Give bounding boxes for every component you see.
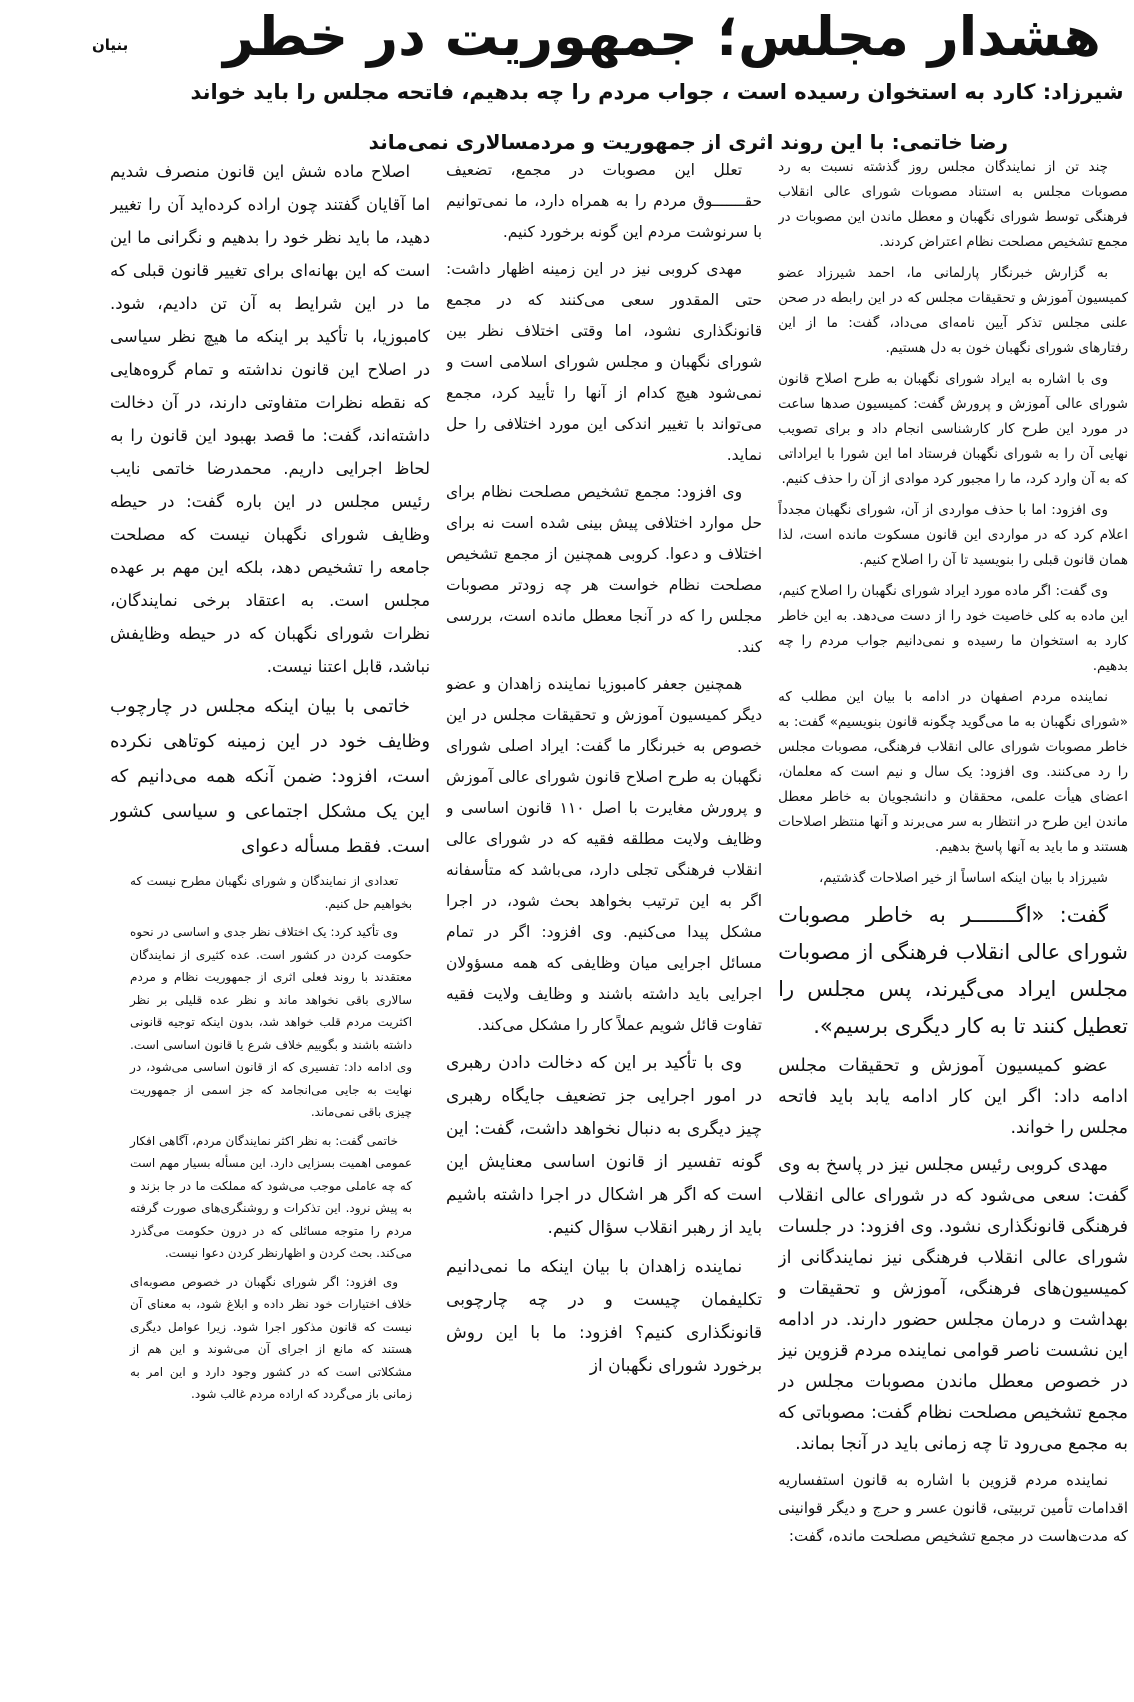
- pull-quote: گفت: «اگـــــــر به خاطر مصوبات شورای عالی انقلاب فرهنگی از مصوبات مجلس ایراد می‌گیرند، پس مجلس را تعطیل کنند تا به کار دیگری برسیم».: [778, 903, 1128, 1038]
- masthead-label: بنیان: [92, 36, 129, 54]
- article-paragraph: اصلاح ماده شش این قانون منصرف شدیم اما آقایان گفتند چون اراده کرده‌اید آن را تغییر دهید، ما باید نظر خود را بدهیم و نگرانی ما این است که این بهانه‌ای برای تغییر قانون قبلی که ما در این شرایط به آن تن دادیم، شود. کامبوزیا، با تأکید بر اینکه ما هیچ نظر سیاسی در اصلاح این قانون نداشته و تمام گروه‌هایی که نقطه نظرات متفاوتی دارند، در آن دخالت داشته‌اند، گفت: ما قصد بهبود این قانون را به لحاظ اجرایی داریم. محمدرضا خاتمی نایب رئیس مجلس در این باره گفت: در حیطه وظایف شورای نگهبان نیست که مصلحت جامعه را تشخیص دهد، بلکه این مهم بر عهده مجلس است. به اعتقاد برخی نمایندگان، نظرات شورای نگهبان که در حیطه وظایفش نباشد، قابل اعتنا نیست.: [110, 162, 431, 676]
- article-paragraph: چند تن از نمایندگان مجلس روز گذشته نسبت به رد مصوبات مجلس به استناد مصوبات شورای عالی انقلاب فرهنگی توسط شورای نگهبان و معطل ماندن این مصوبات در مجمع تشخیص مصلحت نظام اعتراض کردند.: [778, 159, 1128, 250]
- column-middle: [446, 155, 762, 1702]
- article-paragraph: خاتمی با بیان اینکه مجلس در چارچوب وظایف خود در این زمینه کوتاهی نکرده است، افزود: ضمن آنکه همه می‌دانیم که این یک مشکل اجتماعی و سیاسی کشور است. فقط مسأله دعوای: [110, 696, 431, 857]
- article-paragraph: وی با تأکید بر این که دخالت دادن رهبری در امور اجرایی جز تضعیف جایگاه رهبری چیز دیگری به دنبال نخواهد داشت، گفت: این گونه تفسیر از قانون اساسی معنایش این است که اگر هر اشکال در اجرا داشته باشیم باید از رهبر انقلاب سؤال کنیم.: [446, 1053, 763, 1238]
- article-paragraph: وی تأکید کرد: یک اختلاف نظر جدی و اساسی در نحوه حکومت کردن در کشور است. عده کثیری از نمایندگان معتقدند با روند فعلی اثری از جمهوریت نظام و مردم سالاری باقی نخواهد ماند و نظر عده قلیلی بر نظر اکثریت مردم قلب خواهد شد، بدون اینکه توجیه قانونی داشته باشند و بگوییم خلاف شرع یا قانون اساسی است. وی ادامه داد: تفسیری که از قانون اساسی می‌شود، در نهایت به جایی می‌انجامد که جز اسمی از جمهوریت چیزی باقی نمی‌ماند.: [130, 925, 413, 1119]
- column-right: [778, 155, 1128, 1702]
- article-paragraph: وی گفت: اگر ماده مورد ایراد شورای نگهبان را اصلاح کنیم، این ماده به کلی خاصیت خود را از دست می‌دهد. به این خاطر کارد به استخوان ما رسیده و نمی‌دانیم جواب مردم را چه بدهیم.: [778, 583, 1128, 674]
- article-paragraph: نماینده زاهدان با بیان اینکه ما نمی‌دانیم تکلیفمان چیست و در چه چارچوبی قانونگذاری کنیم؟ افزود: ما با این روش برخورد شورای نگهبان از: [446, 1257, 763, 1376]
- article-paragraph: مهدی کروبی رئیس مجلس نیز در پاسخ به وی گفت: سعی می‌شود که در شورای عالی انقلاب فرهنگی قانونگذاری نشود. وی افزود: در جلسات شورای عالی انقلاب فرهنگی نیز نمایندگانی از کمیسیون‌های فرهنگی، آموزش و تحقیقات و بهداشت و درمان مجلس حضور دارند. در ادامه این نشست ناصر قوامی نماینده مردم قزوین نیز در خصوص معطل ماندن مصوبات مجلس در مجمع تشخیص مصلحت نظام گفت: مصوباتی که به مجمع می‌رود تا چه زمانی باید در آنجا بماند.: [778, 1155, 1128, 1454]
- article-paragraph: همچنین جعفر کامبوزیا نماینده زاهدان و عضو دیگر کمیسیون آموزش و تحقیقات مجلس در این خصوص به خبرنگار ما گفت: ایراد اصلی شورای نگهبان به طرح اصلاح قانون شورای عالی آموزش و پرورش مغایرت با اصل ۱۱۰ قانون اساسی و وظایف ولایت مطلقه فقیه که در شورای عالی انقلاب فرهنگی تجلی دارد، می‌باشد که متأسفانه اگر به این ترتیب بخواهد بحث شود، در اجرا مشکل پیدا می‌کنیم. وی افزود: اگر در تمام مسائل اجرایی میان وظایفی که همه مسؤولان اجرایی باید داشته باشند و وظایف ولایت فقیه تفاوت قائل شویم عملاً کار را مشکل می‌کند.: [446, 675, 763, 1034]
- kicker-quote: رضا خاتمی: با این روند اثری از جمهوریت و مردمسالاری نمی‌ماند: [368, 130, 1008, 154]
- article-paragraph: وی افزود: مجمع تشخیص مصلحت نظام برای حل موارد اختلافی پیش بینی شده است نه برای اختلاف و دعوا. کروبی همچنین از مجمع تشخیص مصلحت نظام خواست هر چه زودتر مصوبات مجلس را که در آنجا معطل مانده است، بررسی کند.: [446, 483, 763, 656]
- article-paragraph: نماینده مردم اصفهان در ادامه با بیان این مطلب که «شورای نگهبان به ما می‌گوید چگونه قانون بنویسیم» گفت: به خاطر مصوبات شورای عالی انقلاب فرهنگی، مصوبات مجلس را رد می‌کنند. وی افزود: یک سال و نیم است که معلمان، اعضای هیأت علمی، محققان و دانشجویان به خاطر معطل ماندن این طرح در انتظار به سر می‌برند و آنها منتظر اصلاحات هستند و ما باید به آنها پاسخ بدهیم.: [778, 689, 1128, 855]
- article-paragraph: مهدی کروبی نیز در این زمینه اظهار داشت: حتی المقدور سعی می‌کنند که در مجمع قانونگذاری نشود، اما وقتی اختلاف نظر بین شورای نگهبان و مجلس شورای اسلامی است و نمی‌شود هیچ کدام از آنها را تأیید کرد، مجمع می‌تواند با تغییر اندکی این مورد اختلافی را حل نماید.: [446, 260, 763, 464]
- article-paragraph: به گزارش خبرنگار پارلمانی ما، احمد شیرزاد عضو کمیسیون آموزش و تحقیقات مجلس که در این رابطه در صحن علنی مجلس تذکر آیین نامه‌ای می‌داد، گفت: ما از این رفتارهای شورای نگهبان خون به دل هستیم.: [778, 265, 1128, 356]
- column-left-top: [110, 155, 430, 864]
- article-paragraph: تعلل این مصوبات در مجمع، تضعیف حقـــــــوق مردم را به همراه دارد، ما نمی‌توانیم با سرنوشت مردم این گونه برخورد کنیم.: [446, 161, 763, 241]
- column-left-bottom: [130, 870, 412, 1406]
- column-left: [110, 155, 430, 1702]
- article-paragraph: خاتمی گفت: به نظر اکثر نمایندگان مردم، آگاهی افکار عمومی اهمیت بسزایی دارد. این مسأله بسیار مهم است که چه عاملی موجب می‌شود که مملکت ما در جا بزند و به پیش نرود. این تذکرات و روشنگری‌های صورت گرفته مردم را متوجه مسائلی که در درون حکومت می‌گذرد می‌کند. بحث کردن و اظهارنظر کردن دعوا نیست.: [130, 1133, 413, 1260]
- article-paragraph: وی با اشاره به ایراد شورای نگهبان به طرح اصلاح قانون شورای عالی آموزش و پرورش گفت: کمیسیون صدها ساعت در مورد این طرح کار کارشناسی انجام داد و برای تصویب نهایی آن را به شورای نگهبان فرستاد اما این شورا با ایراداتی که به آن وارد کرد، ما را مجبور کرد موادی از آن را حذف کنیم.: [778, 371, 1128, 487]
- article-body: [110, 155, 1128, 1702]
- article-paragraph: تعدادی از نمایندگان و شورای نگهبان مطرح نیست که بخواهیم حل کنیم.: [130, 874, 413, 911]
- article-paragraph: عضو کمیسیون آموزش و تحقیقات مجلس ادامه داد: اگر این کار ادامه یابد باید فاتحه مجلس را خواند.: [778, 1056, 1128, 1138]
- article-paragraph: نماینده مردم قزوین با اشاره به قانون استفساریه اقدامات تأمین تربیتی، قانون عسر و حرج و دیگر قوانینی که مدت‌هاست در مجمع تشخیص مصلحت مانده، گفت:: [778, 1471, 1128, 1545]
- page-title: هشدار مجلس؛ جمهوریت در خطر: [223, 5, 1101, 68]
- article-paragraph: شیرزاد با بیان اینکه اساساً از خیر اصلاحات گذشتیم،: [819, 870, 1108, 886]
- article-header: [0, 0, 1134, 154]
- subheadline: شیرزاد: کارد به استخوان رسیده است ، جواب مردم را چه بدهیم، فاتحه مجلس را باید خواند: [190, 80, 1124, 104]
- article-paragraph: وی افزود: اگر شورای نگهبان در خصوص مصوبه‌ای خلاف اختیارات خود نظر داده و ابلاغ شود، به معنای آن نیست که قانون مذکور اجرا شود. زیرا عوامل دیگری هستند که مانع از اجرای آن می‌شوند و این هم از مشکلاتی است که در کشور وجود دارد و این امر به زمانی باز می‌گردد که اراده مردم غالب شود.: [130, 1274, 413, 1401]
- article-paragraph: وی افزود: اما با حذف مواردی از آن، شورای نگهبان مجدداً اعلام کرد که در مواردی این قانون مسکوت مانده است، لذا همان قانون قبلی را بنویسید تا آن را اصلاح کنیم.: [778, 502, 1128, 568]
